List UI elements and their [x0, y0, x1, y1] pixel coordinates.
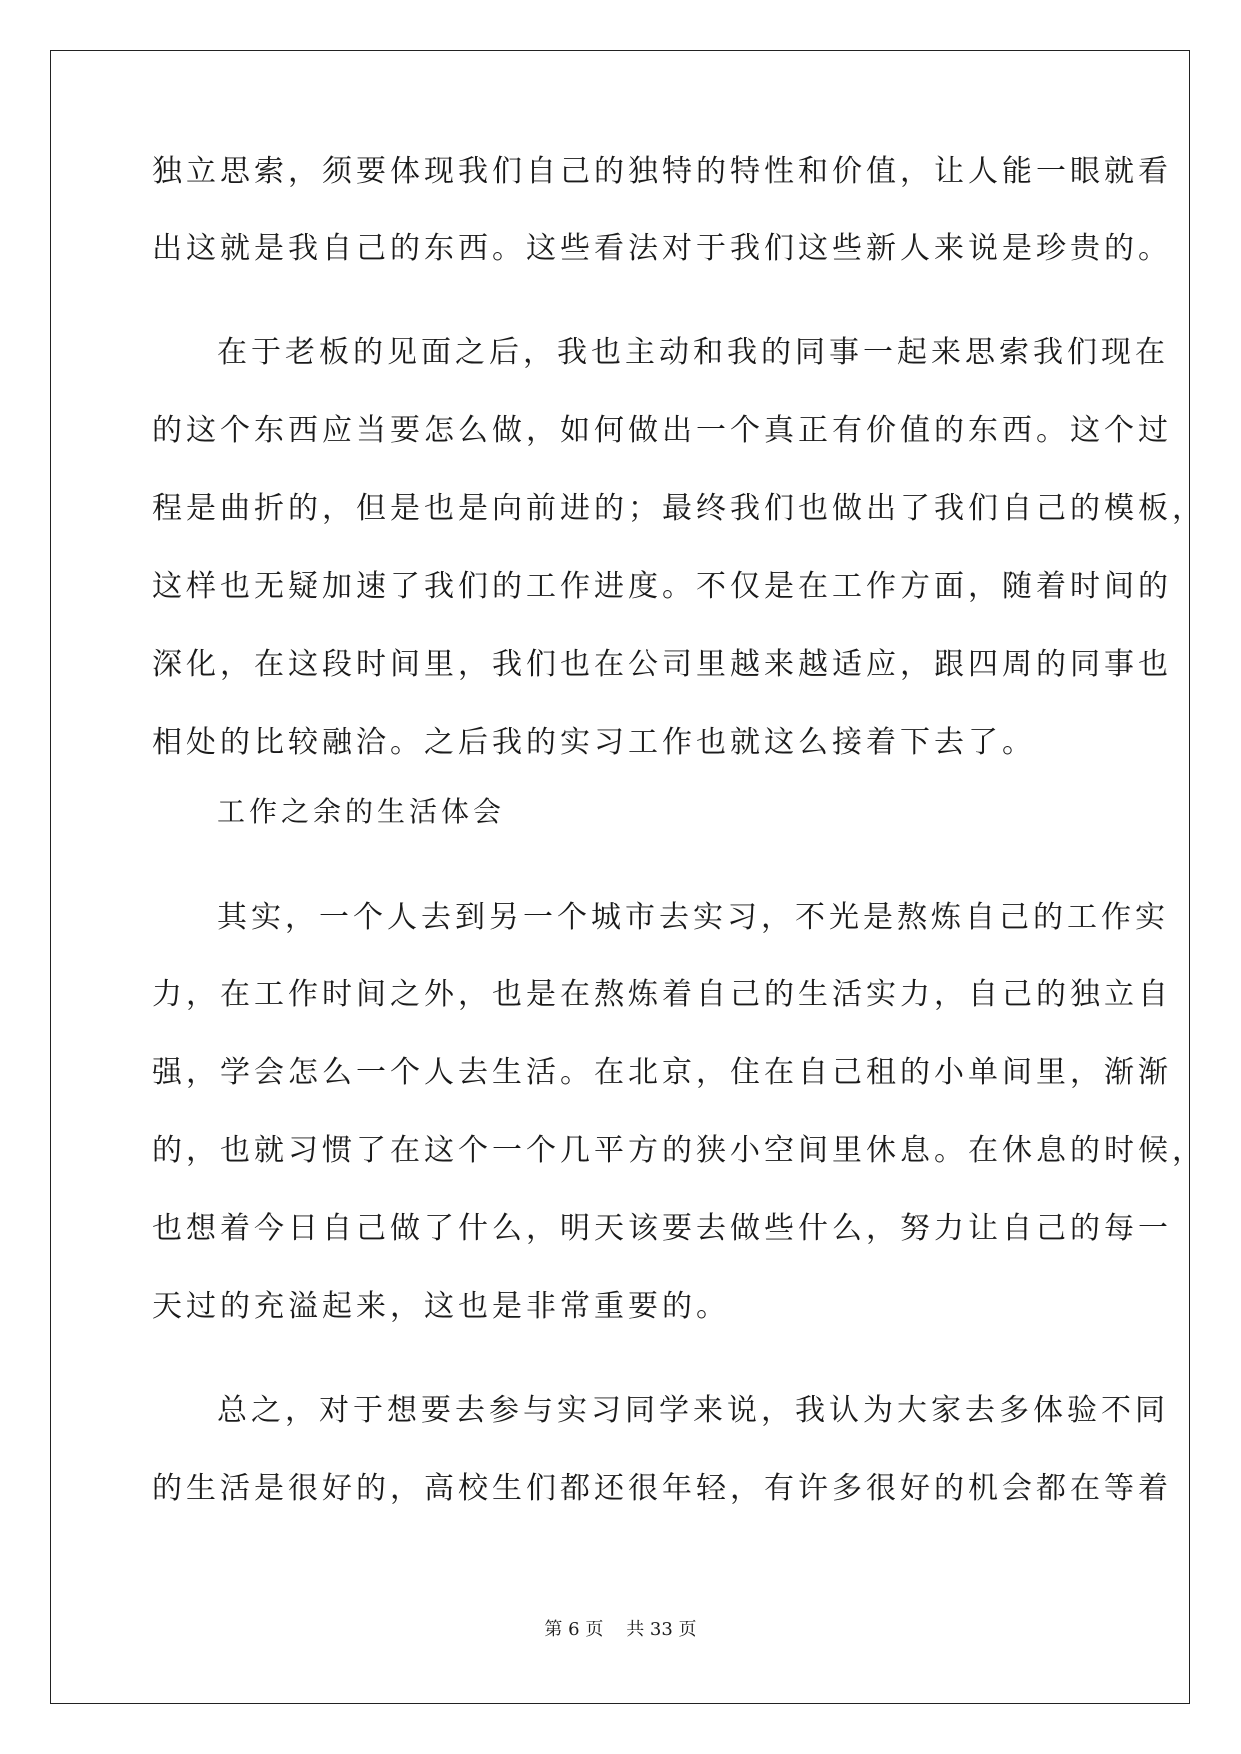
- body-line: 独立思索，须要体现我们自己的独特的特性和价值，让人能一眼就看: [152, 154, 1172, 189]
- page-frame: [50, 50, 1190, 1704]
- body-line: 天过的充溢起来，这也是非常重要的。: [152, 1289, 730, 1324]
- body-line: 的，也就习惯了在这个一个几平方的狭小空间里休息。在休息的时候，: [152, 1133, 1206, 1168]
- body-line: 相处的比较融洽。之后我的实习工作也就这么接着下去了。: [152, 725, 1036, 760]
- body-line: 其实，一个人去到另一个城市去实习，不光是熬炼自己的工作实: [217, 900, 1169, 935]
- body-line: 出这就是我自己的东西。这些看法对于我们这些新人来说是珍贵的。: [152, 231, 1172, 266]
- body-line: 强，学会怎么一个人去生活。在北京，住在自己租的小单间里，渐渐: [152, 1055, 1172, 1090]
- body-line: 深化，在这段时间里，我们也在公司里越来越适应，跟四周的同事也: [152, 647, 1172, 682]
- page-number: 第 6 页 共 33 页: [544, 1619, 697, 1640]
- body-line: 程是曲折的，但是也是向前进的；最终我们也做出了我们自己的模板，: [152, 491, 1206, 526]
- body-line: 总之，对于想要去参与实习同学来说，我认为大家去多体验不同: [217, 1393, 1169, 1428]
- body-line: 也想着今日自己做了什么，明天该要去做些什么，努力让自己的每一: [152, 1211, 1172, 1246]
- body-line: 的这个东西应当要怎么做，如何做出一个真正有价值的东西。这个过: [152, 413, 1172, 448]
- body-line: 在于老板的见面之后，我也主动和我的同事一起来思索我们现在: [217, 335, 1169, 370]
- body-line: 力，在工作时间之外，也是在熬炼着自己的生活实力，自己的独立自: [152, 977, 1172, 1012]
- body-line: 这样也无疑加速了我们的工作进度。不仅是在工作方面，随着时间的: [152, 569, 1172, 604]
- section-heading: 工作之余的生活体会: [217, 795, 506, 828]
- body-line: 的生活是很好的，高校生们都还很年轻，有许多很好的机会都在等着: [152, 1471, 1172, 1506]
